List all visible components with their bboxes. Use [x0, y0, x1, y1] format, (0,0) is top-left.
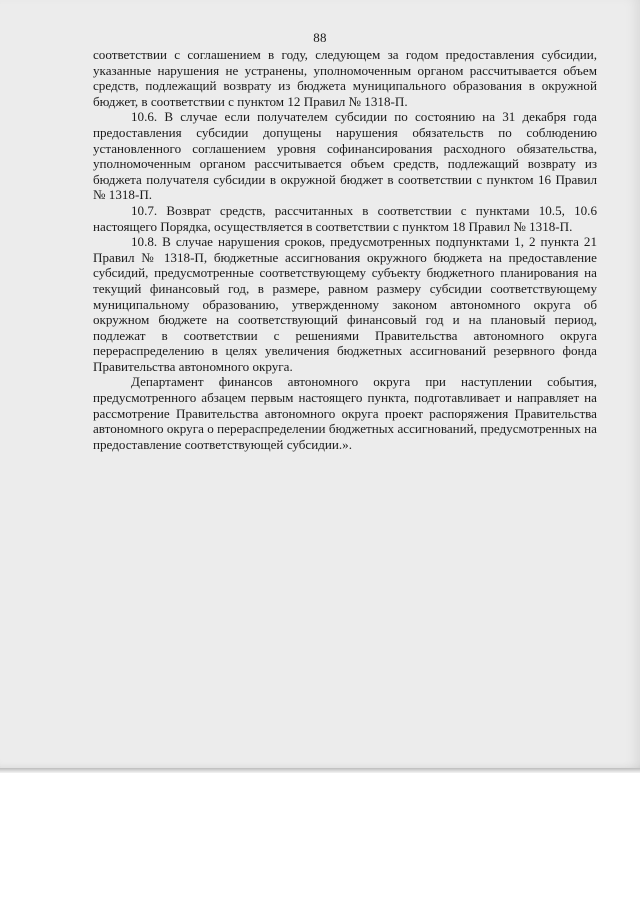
paragraph-department-finance: Департамент финансов автономного округа при наступлении события, предусмотренного абзацем первым настоящего пункта, подготавливает и направляет на рассмотрение Правительства автономного округа проект распоряжения Правительства автономного округа о перераспределении бюджетных ассигнований, предусмотренных на предоставление соответствующей субсидии.». — [93, 374, 597, 452]
paragraph-10-6: 10.6. В случае если получателем субсидии по состоянию на 31 декабря года предоставления субсидии допущены нарушения обязательств по соблюдению установленного соглашением уровня софинансирования расходного обязательства, уполномоченным органом рассчитывается объем средств, подлежащий возврату из бюджета получателя субсидии в окружной бюджет в соответствии с пунктом 16 Правил № 1318-П. — [93, 109, 597, 203]
page-number: 88 — [313, 30, 327, 45]
document-body — [93, 47, 597, 452]
blank-area — [0, 773, 640, 905]
paragraph-10-8: 10.8. В случае нарушения сроков, предусмотренных подпунктами 1, 2 пункта 21 Правил № 1318-П, бюджетные ассигнования окружного бюджета на предоставление субсидий, предусмотренные соответствующему субъекту бюджетного планирования на текущий финансовый год, в размере, равном размеру субсидии соответствующему муниципальному образованию, утвержденному законом автономного округа об окружном бюджете на соответствующий финансовый год и на плановый период, подлежат в соответствии с решениями Правительства автономного округа перераспределению в целях увеличения бюджетных ассигнований резервного фонда Правительства автономного округа. — [93, 234, 597, 374]
paragraph-10-7: 10.7. Возврат средств, рассчитанных в соответствии с пунктами 10.5, 10.6 настоящего Порядка, осуществляется в соответствии с пунктом 18 Правил № 1318-П. — [93, 202, 597, 234]
paragraph-continuation: соответствии с соглашением в году, следующем за годом предоставления субсидии, указанные нарушения не устранены, уполномоченным органом рассчитывается объем средств, подлежащий возврату из бюджета муниципального образования в окружной бюджет, в соответствии с пунктом 12 Правил № 1318-П. — [93, 47, 597, 109]
